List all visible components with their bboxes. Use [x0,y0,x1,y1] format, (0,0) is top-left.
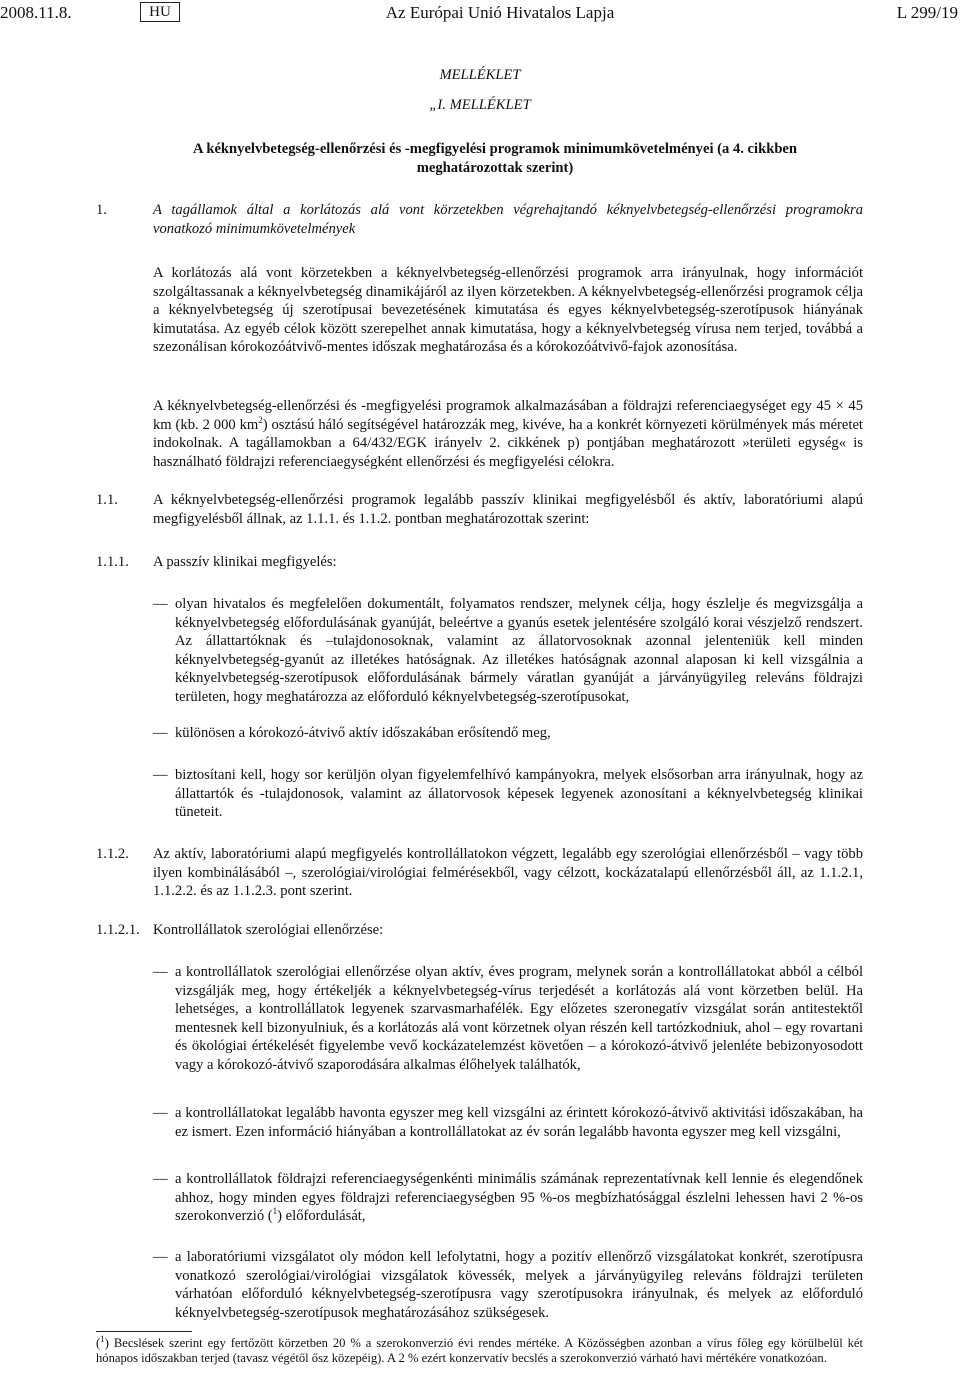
section-number: 1.1.2. [96,846,129,862]
annex-sublabel: „I. MELLÉKLET [429,97,531,113]
list-item: biztosítani kell, hogy sor kerüljön olyan figyelemfelhívó kampányokra, melyek elsősorban arra irányulnak, hogy az állattartók és -tulajdonosok, valamint az állatorvosok képesek legyenek azonosítani a kéknyelvbetegség klinikai tüneteit. [175,767,863,821]
paragraph: A kéknyelvbetegség-ellenőrzési programok legalább passzív klinikai megfigyelésből és aktív, laboratóriumi alapú megfigyelésből állnak, az 1.1.1. és 1.1.2. pontban meghatározottak szerint: [153,492,863,527]
annex-title: A kéknyelvbetegség-ellenőrzési és -megfigyelési programok minimumkövetelményei (a 4. cikkben meghatározottak szerint) [192,141,798,176]
language-badge: HU [140,2,180,22]
list-dash: — [153,767,168,783]
header-date: 2008.11.8. [0,3,72,22]
list-dash: — [153,596,168,612]
paragraph: A passzív klinikai megfigyelés: [153,554,337,570]
page-number: L 299/19 [896,3,958,22]
list-item: olyan hivatalos és megfelelően dokumentált, folyamatos rendszer, melynek célja, hogy észlelje és megvizsgálja a kéknyelvbetegség előfordulásának gyanúját, beleértve a gyanús esetek jelentésére szolgáló korai vészjelző rendszert. Az állattartóknak és –tulajdonosoknak, valamint az állatorvosoknak azonnal jelenteniük kell minden kéknyelvbetegség-gyanút az illetékes hatóságnak. Az illetékes hatóságnak azonnal alaposan ki kell vizsgálnia a kéknyelvbetegség-szerotípusok előfordulásának bármely váratlan gyanúját a járványügyileg releváns földrajzi területen, hogy meghatározza az előforduló kéknyelvbetegség-szerotípusokat, [175,596,863,705]
footnote: ($^1$) Becslések szerint egy fertőzött körzetben 20 % a szerokonverzió évi rendes mértéke. A Közösségben azonban a vírus főleg egy körülbelül két hónapos időszakban terjed (tavasz végétől ősz közepéig). A 2 % ezért konzervatív becslés a szerokonverzió várható havi mértékére vonatkozóan. [96,1333,864,1365]
footnote-ref[interactable]: 1 [272,1206,278,1217]
paragraph: Kontrollállatok szerológiai ellenőrzése: [153,922,384,938]
section-number: 1.1.1. [96,554,129,570]
list-item: a kontrollállatok szerológiai ellenőrzése olyan aktív, éves program, melynek során a kontrollállatokat abból a célból vizsgálják meg, hogy értékeljék a kéknyelvbetegség-vírus terjedését a korlátozás alá vont körzetben belül. Ha lehetséges, a kontrollállatok legyenek szarvasmarhafélék. Egy előzetes szeronegatív vizsgálat során antitestektől mentesnek kell bizonyulniuk, és a korlátozás alá vont körzetnek olyan részén kell tartózkodniuk, ahol – egy rovartani és ökológiai értékelését figyelembe vevő kockázatelemzést követően – a kórokozó-átvivő jelenléte bebizonyosodott vagy a kórokozó-átvivő szaporodására alkalmas élőhelyek találhatók, [175,964,863,1073]
list-item: különösen a kórokozó-átvivő aktív időszakában erősítendő meg, [175,725,551,741]
annex-label: MELLÉKLET [439,67,521,83]
list-item: a kontrollállatok földrajzi referenciaegységenkénti minimális számának reprezentatívnak kell lennie és elegendőnek ahhoz, hogy minden egyes földrajzi referenciaegységben 95 %-os megbízhatósággal észlelni lehessen havi 2 %-os szerokonverzió ($^1$) előfordulását, [175,1171,863,1225]
paragraph: Az aktív, laboratóriumi alapú megfigyelés kontrollállatokon végzett, legalább egy szerológiai ellenőrzésből – vagy több ilyen kombinálásából –, szerológiai/virológiai felmérésekből, vagy célzott, kockázatalapú ellenőrzésből áll, az 1.1.2.1, 1.1.2.2. és az 1.1.2.3. pont szerint. [153,846,863,900]
section-number: 1.1.2.1. [96,922,140,938]
footnote-text: Becslések szerint egy fertőzött körzetben 20 % a szerokonverzió évi rendes mértéke. A Közösségben azonban a vírus főleg egy körülbelül két hónapos időszakban terjed (tavasz végétől ősz közepéig). A 2 % ezért konzervatív becslés a szerokonverzió várható havi mértékére vonatkozóan. [96,1336,864,1365]
paragraph: A korlátozás alá vont körzetekben a kéknyelvbetegség-ellenőrzési programok arra irányulnak, hogy információt szolgáltassanak a kéknyelvbetegség dinamikájáról az ilyen körzetekben. A kéknyelvbetegség-ellenőrzési programok célja a kéknyelvbetegség új szerotípusai bevezetésének kimutatása és egyes kéknyelvbetegség-szerotípusok hiányának kimutatása. Az egyéb célok között szerepelhet annak kimutatása, hogy a kéknyelvbetegség vírusa nem terjed, továbbá a szezonálisan kórokozóátvivő-mentes időszak meghatározása és a kórokozóátvivő-fajok azonosítása. [153,265,863,356]
list-dash: — [153,1105,168,1121]
list-item: a kontrollállatokat legalább havonta egyszer meg kell vizsgálni az érintett kórokozó-átvivő aktivitási időszakában, ha ez ismert. Ezen információ hiányában a kontrollállatokat az év során legalább havonta egyszer meg kell vizsgálni, [175,1105,863,1140]
page-header [0,4,960,26]
list-dash: — [153,1249,168,1265]
footnote-mark: 1 [100,1333,105,1344]
paragraph: A kéknyelvbetegség-ellenőrzési és -megfigyelési programok alkalmazásában a földrajzi referenciaegységet egy 45 × 45 km (kb. 2 000 $km^2$) osztású háló segítségével határozzák meg, kivéve, ha a konkrét környezeti körülmények más méretet indokolnak. A tagállamokban a 64/432/EGK irányelv 2. cikkének p) pontjában meghatározott »területi egység« is használható földrajzi referenciaegységként ellenőrzési és megfigyelési célokra. [153,398,863,470]
list-item: a laboratóriumi vizsgálatot oly módon kell lefolytatni, hogy a pozitív ellenőrző vizsgálatokat konkrét, szerotípusra vonatkozó szerológiai/virológiai vizsgálatok kövessék, melyek a járványügyileg releváns földrajzi területen várhatóan előforduló kéknyelvbetegség-szerotípusra vagy szerotípusokra irányulnak, és melyek az előforduló kéknyelvbetegség-szerotípusok meghatározásához szükségesek. [175,1249,863,1321]
section-number: 1.1. [96,492,118,508]
section-heading: A tagállamok által a korlátozás alá vont körzetekben végrehajtandó kéknyelvbetegség-ellenőrzési programokra vonatkozó minimumkövetelmények [153,202,863,237]
footnote-divider [96,1331,192,1332]
list-dash: — [153,725,168,741]
list-dash: — [153,1171,168,1187]
journal-title: Az Európai Unió Hivatalos Lapja [385,3,615,22]
list-dash: — [153,964,168,980]
section-number: 1. [96,202,107,218]
